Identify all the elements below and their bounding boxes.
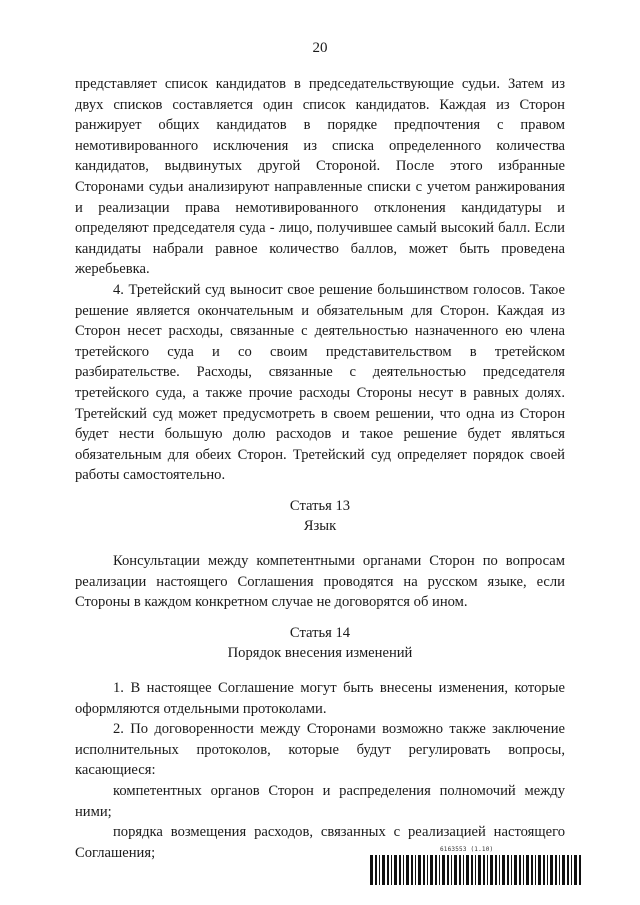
paragraph-item-4: 4. Третейский суд выносит свое решение большинством голосов. Такое решение является окончательным и обязательным для Сторон. Каждая из Сторон несет расходы, связанные с деятельностью назначенного ею члена третейского суда и со своим представительством в третейском разбирательстве. Расходы, связанные с деятельностью председателя третейского суда, а также прочие расходы Стороны несут в равных долях. Третейский суд может предусмотреть в своем решении, что одна из Сторон будет нести большую долю расходов и такое решение будет являться обязательным для обеих Сторон. Третейский суд определяет порядок своей работы самостоятельно.	[75, 281, 565, 484]
barcode-code-text: 6163553 (1.10)	[440, 846, 494, 853]
article-14-item-1: 1. В настоящее Соглашение могут быть внесены изменения, которые оформляются отдельными протоколами.	[75, 680, 565, 717]
article-13-title: Язык	[303, 518, 337, 535]
article-14-subitem-1: компетентных органов Сторон и распределения полномочий между ними;	[75, 783, 565, 820]
article-13-text: Консультации между компетентными органами Сторон по вопросам реализации настоящего Соглашения проводятся на русском языке, если Стороны в каждом конкретном случае не договорятся об ином.	[75, 553, 565, 611]
article-14-title: Порядок внесения изменений	[227, 645, 413, 662]
article-14-subitem-2: порядка возмещения расходов, связанных с реализацией настоящего Соглашения;	[75, 824, 565, 861]
barcode-icon	[370, 855, 585, 885]
document-barcode	[370, 846, 585, 885]
article-13-number: Статья 13	[289, 497, 351, 514]
page-number: 20	[312, 40, 328, 56]
document-body	[75, 74, 565, 863]
paragraph-continuation: представляет список кандидатов в председательствующие судьи. Затем из двух списков составляется один список кандидатов. Каждая из Сторон ранжирует общих кандидатов в порядке предпочтения с правом немотивированного исключения из списка определенного количества кандидатов, выдвинутых другой Стороной. После этого избранные Сторонами судьи анализируют направленные списки с учетом ранжирования и реализации права немотивированного отклонения кандидатуры и определяют председателя суда - лицо, получившее самый высокий балл. Если кандидаты набрали равное количество баллов, может быть проведена жеребьевка.	[75, 76, 565, 278]
article-14-number: Статья 14	[289, 624, 351, 641]
article-14-item-2: 2. По договоренности между Сторонами возможно также заключение исполнительных протоколов, которые будут регулировать вопросы, касающиеся:	[75, 721, 565, 779]
